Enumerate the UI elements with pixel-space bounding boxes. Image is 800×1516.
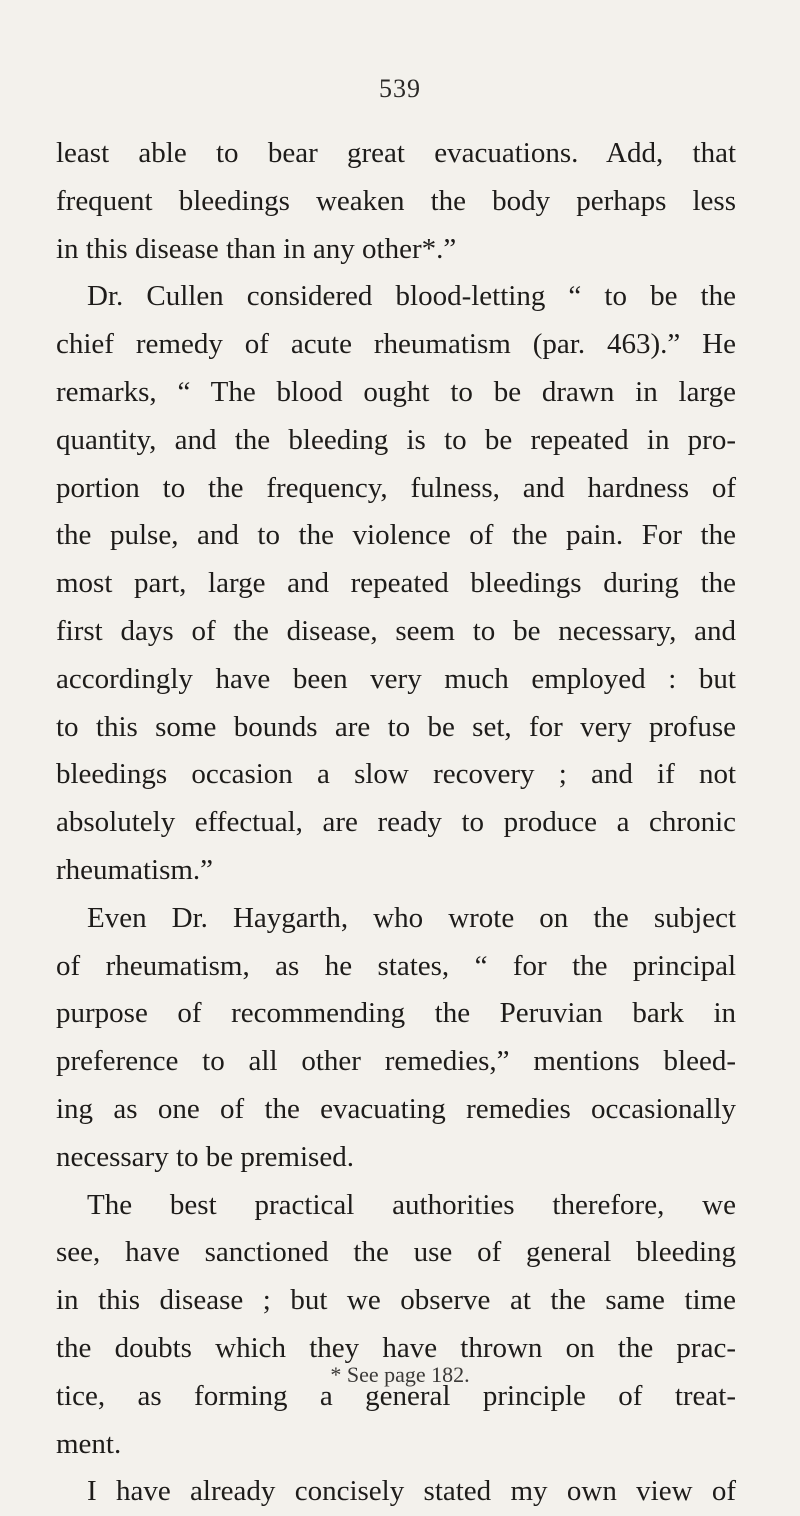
text-line: the pulse, and to the violence of the pain. For the [56,519,736,552]
text-line: to this some bounds are to be set, for very profuse [56,710,736,743]
text-line: remarks, “ The blood ought to be drawn in large [56,375,736,408]
text-line: absolutely effectual, are ready to produce a chronic [56,806,736,839]
text-line: purpose of recommending the Peruvian bark in [56,997,736,1030]
text-line: rheumatism.” [56,853,214,886]
text-line: accordingly have been very much employed : but [56,662,736,695]
text-line: necessary to be premised. [56,1140,354,1173]
text-line: the doubts which they have thrown on the prac- [56,1331,736,1364]
text-line: first days of the disease, seem to be necessary, and [56,614,736,647]
text-line: preference to all other remedies,” mentions bleed- [56,1045,736,1078]
text-line: in this disease ; but we observe at the same time [56,1284,736,1317]
body-text [56,130,736,1516]
text-line: see, have sanctioned the use of general bleeding [56,1236,736,1269]
text-line: least able to bear great evacuations. Add, that [56,137,736,169]
footnote: * See page 182. [330,1362,470,1387]
text-line: portion to the frequency, fulness, and hardness of [56,471,736,504]
text-line: ing as one of the evacuating remedies occasionally [56,1092,736,1125]
text-line: tice, as forming a general principle of treat- [56,1379,736,1412]
text-line: bleedings occasion a slow recovery ; and if not [56,758,736,791]
text-line: I have already concisely stated my own view of [87,1475,736,1508]
text-line: most part, large and repeated bleedings during the [56,567,736,600]
text-line: chief remedy of acute rheumatism (par. 463).” He [56,328,736,361]
text-line: of rheumatism, as he states, “ for the principal [56,949,736,982]
text-line: Even Dr. Haygarth, who wrote on the subject [87,901,736,934]
text-line: quantity, and the bleeding is to be repeated in pro- [56,423,736,456]
text-line: frequent bleedings weaken the body perhaps less [56,184,736,217]
text-line: ment. [56,1427,122,1460]
page-number: 539 [379,74,421,103]
text-line: Dr. Cullen considered blood-letting “ to be the [87,280,736,313]
text-line: The best practical authorities therefore, we [87,1188,736,1221]
text-line: in this disease than in any other*.” [56,232,457,265]
